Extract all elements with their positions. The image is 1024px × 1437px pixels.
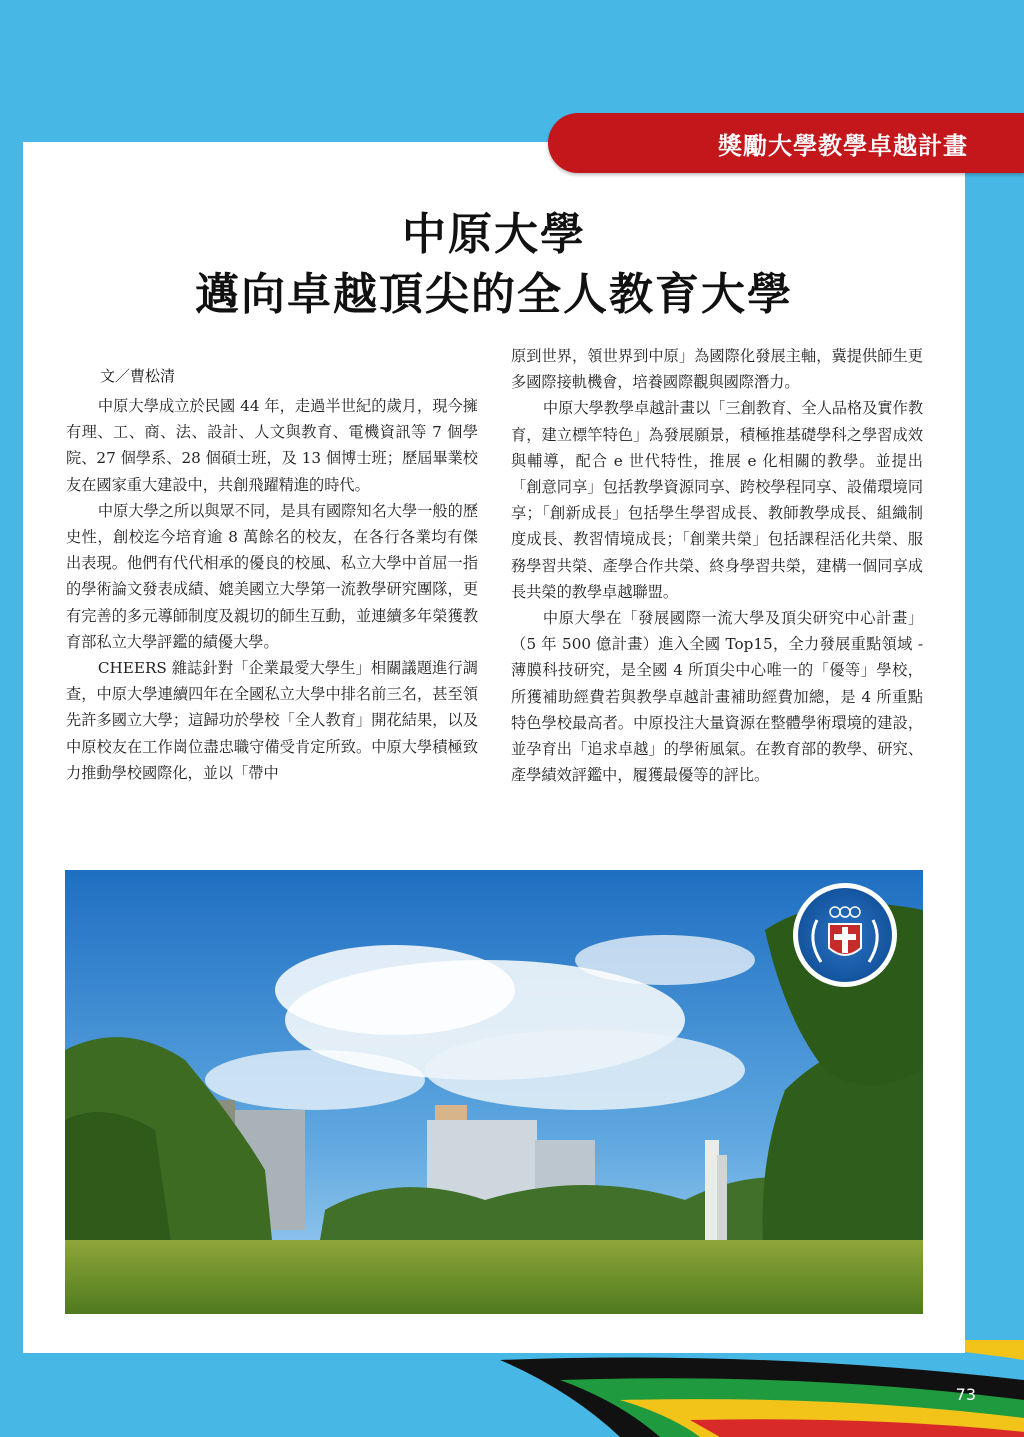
article-title-line2: 邁向卓越頂尖的全人教育大學 bbox=[195, 269, 793, 320]
article-author: 文／曹松清 bbox=[100, 367, 176, 385]
paragraph: 中原大學教學卓越計畫以「三創教育、全人品格及實作教育，建立標竿特色」為發展願景，積極推基礎學科之學習成效與輔導，配合 e 世代特性，推展 e 化相關的教學。並提出「創意同享」包括教學資源同享、跨校學程同享、設備環境同享；「創新成長」包括學生學習成長、教師教學成長、組織制度成長、教習情境成長；「創業共榮」包括課程活化共榮、服務學習共榮、產學合作共榮、終身學習共榮，建構一個同享成長共榮的教學卓越聯盟。 bbox=[511, 399, 923, 601]
paragraph-continuation: 原到世界，領世界到中原」為國際化發展主軸，冀提供師生更多國際接軌機會，培養國際觀與國際潛力。 bbox=[511, 347, 923, 392]
right-column bbox=[511, 343, 923, 788]
paragraph: 中原大學成立於民國 44 年，走過半世紀的歲月，現今擁有理、工、商、法、設計、人文與教育、電機資訊等 7 個學院、27 個學系、28 個碩士班，及 13 個博士班；歷屆畢業校友在國家重大建設中，共創飛躍精進的時代。 bbox=[66, 397, 478, 494]
page-number: 73 bbox=[955, 1385, 976, 1404]
paragraph: CHEERS 雜誌針對「企業最愛大學生」相關議題進行調查，中原大學連續四年在全國私立大學中排名前三名，甚至領先許多國立大學；這歸功於學校「全人教育」開花結果，以及中原校友在工作崗位盡忠職守備受肯定所致。中原大學積極致力推動學校國際化，並以「帶中 bbox=[66, 659, 478, 782]
banner-title: 獎勵大學教學卓越計畫 bbox=[718, 132, 968, 160]
campus-photo bbox=[65, 870, 923, 1314]
paragraph: 中原大學之所以與眾不同，是具有國際知名大學一般的歷史性，創校迄今培育逾 8 萬餘名的校友，在各行各業均有傑出表現。他們有代代相承的優良的校風、私立大學中首屈一指的學術論文發表成績、媲美國立大學第一流教學研究團隊，更有完善的多元導師制度及親切的師生互動，並連續多年榮獲教育部私立大學評鑑的績優大學。 bbox=[66, 501, 478, 651]
left-column bbox=[66, 393, 478, 786]
university-emblem-icon bbox=[793, 883, 897, 987]
article-title-line1: 中原大學 bbox=[402, 209, 586, 260]
paragraph: 中原大學在「發展國際一流大學及頂尖研究中心計畫」（5 年 500 億計畫）進入全國 Top15，全力發展重點領域 - 薄膜科技研究，是全國 4 所頂尖中心唯一的「優等」學校，所獲補助經費若與教學卓越計畫補助經費加總，是 4 所重點特色學校最高者。中原投注大量資源在整體學術環境的建設，並孕育出「追求卓越」的學術風氣。在教育部的教學、研究、產學績效評鑑中，履獲最優等的評比。 bbox=[511, 609, 923, 785]
section-banner bbox=[548, 113, 1024, 173]
decorative-stripes bbox=[0, 1340, 1024, 1437]
